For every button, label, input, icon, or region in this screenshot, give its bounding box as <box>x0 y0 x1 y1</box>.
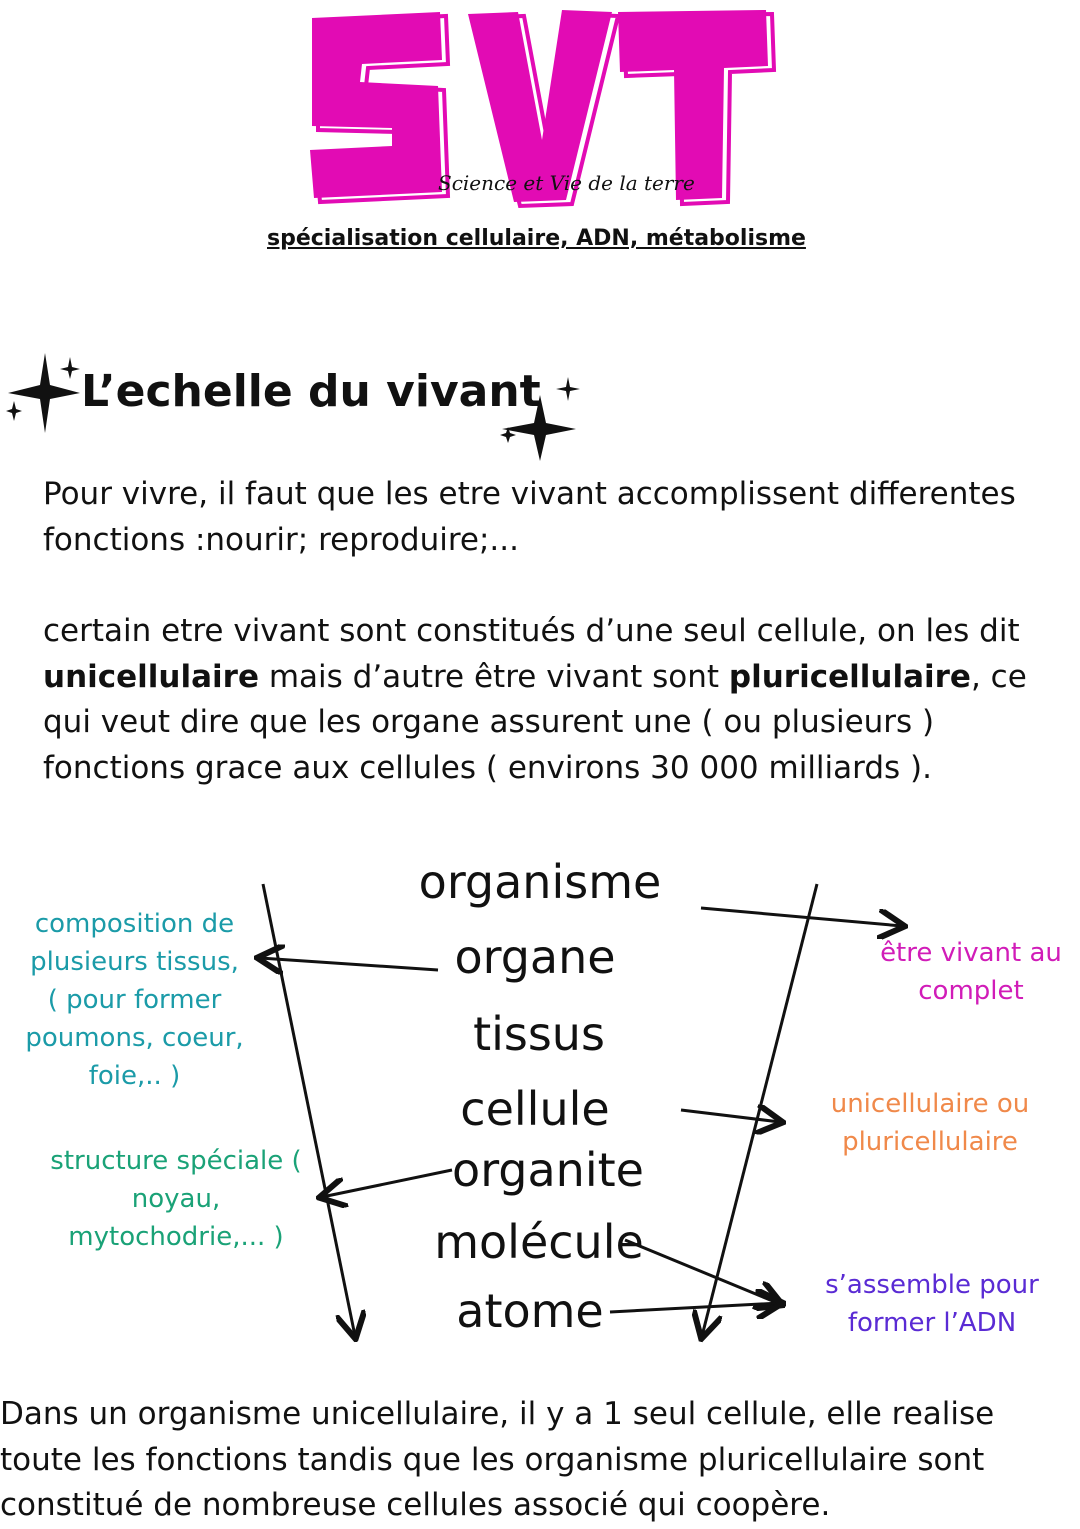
section-title: L’echelle du vivant <box>81 366 541 417</box>
level-molecule: molécule <box>434 1215 644 1269</box>
page-subtitle: spécialisation cellulaire, ADN, métabolisme <box>267 226 806 251</box>
note-organe: composition de plusieurs tissus, ( pour former poumons, coeur, foie,.. ) <box>25 909 244 1091</box>
level-organisme: organisme <box>418 855 662 909</box>
note-adn: s’assemble pour former l’ADN <box>825 1270 1039 1338</box>
level-cellule: cellule <box>460 1082 610 1136</box>
arrow-cellule <box>681 1110 780 1122</box>
arrow-organite <box>322 1170 452 1197</box>
arrow-molecule <box>625 1240 780 1304</box>
logo-letter-s <box>310 12 442 198</box>
scale-diagram <box>0 840 1080 1380</box>
term-unicellulaire: unicellulaire <box>43 658 259 695</box>
arrow-organe <box>260 958 438 970</box>
level-organite: organite <box>452 1143 644 1197</box>
logo-script-text: Science et Vie de la terre <box>438 171 695 195</box>
intro-paragraph: Pour vivre, il faut que les etre vivant accomplissent differentes fonctions :nourir; reproduire;... <box>43 476 1016 558</box>
note-cellule: unicellulaire ou pluricellulaire <box>830 1089 1030 1157</box>
note-organite: structure spéciale ( noyau, mytochodrie,... ) <box>50 1146 302 1252</box>
level-tissus: tissus <box>473 1007 605 1061</box>
term-pluricellulaire: pluricellulaire <box>728 658 971 695</box>
arrow-atome <box>610 1303 780 1312</box>
arrow-organisme <box>701 908 902 926</box>
conclusion-paragraph: Dans un organisme unicellulaire, il y a 1 seul cellule, elle realise toute les fonctions tandis que les organisme pluricellulaire sont constitué de nombreuse cellules associé qui coopère. <box>0 1396 995 1523</box>
level-atome: atome <box>456 1284 604 1338</box>
right-scale-arrow <box>702 884 817 1336</box>
level-organe: organe <box>454 930 616 984</box>
left-scale-arrow <box>263 884 355 1336</box>
note-organisme: être vivant au complet <box>880 938 1062 1006</box>
cell-paragraph: certain etre vivant sont constitués d’une seul cellule, on les dit unicellulaire mais d’autre être vivant sont pluricellulaire, ce qui veut dire que les organe assurent une ( ou plusieurs ) fonctions grace aux cellules ( environs 30 000 milliards ). <box>43 613 1027 786</box>
